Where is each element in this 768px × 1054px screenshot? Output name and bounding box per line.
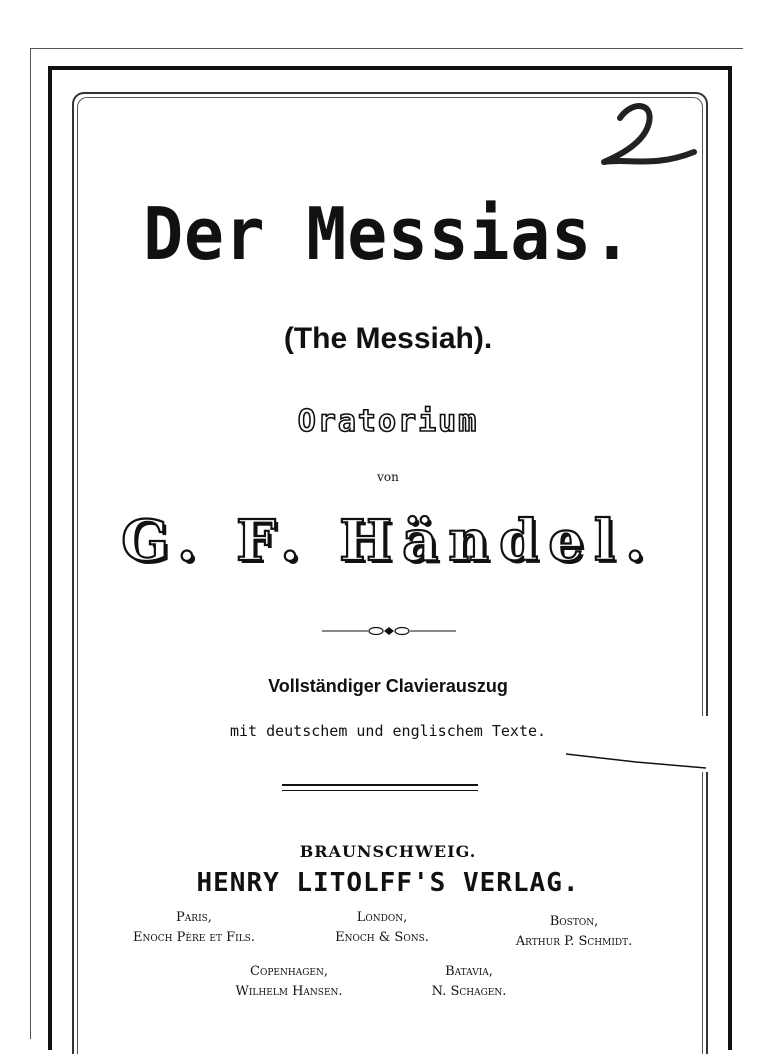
agent-city: Paris,	[176, 910, 212, 925]
agent-city: Copenhagen,	[250, 964, 328, 979]
agent-city: Boston,	[549, 914, 599, 929]
agent-firm: Enoch Père et Fils.	[133, 930, 255, 945]
double-rule-bottom	[282, 790, 478, 791]
english-subtitle: (The Messiah).	[283, 322, 493, 355]
agent-copenhagen	[206, 962, 372, 1002]
agent-batavia	[406, 962, 532, 1002]
agent-boston	[486, 912, 662, 952]
by-label: von	[377, 470, 399, 484]
edition-label: Vollständiger Clavierauszug	[268, 676, 508, 696]
publisher-name: HENRY LITOLFF'S VERLAG.	[196, 868, 580, 898]
agent-london	[304, 908, 460, 948]
agent-city: Batavia,	[445, 964, 493, 979]
stray-pen-line	[566, 752, 706, 770]
ornament-divider	[322, 624, 456, 638]
handwritten-number	[598, 96, 698, 186]
agent-city: London,	[356, 910, 408, 925]
agent-firm: Enoch & Sons.	[335, 930, 429, 945]
agent-firm: N. Schagen.	[431, 984, 507, 999]
composer-name: G. F. Händel.	[121, 508, 655, 574]
agent-paris	[106, 908, 282, 948]
publisher-city: BRAUNSCHWEIG.	[299, 842, 477, 861]
agent-firm: Arthur P. Schmidt.	[515, 934, 633, 949]
page-title: Der Messias.	[143, 192, 633, 276]
genre-label: Oratorium	[297, 404, 479, 439]
agent-firm: Wilhelm Hansen.	[235, 984, 343, 999]
text-language-note: mit deutschem und englischem Texte.	[229, 722, 547, 740]
double-rule-top	[282, 784, 478, 786]
